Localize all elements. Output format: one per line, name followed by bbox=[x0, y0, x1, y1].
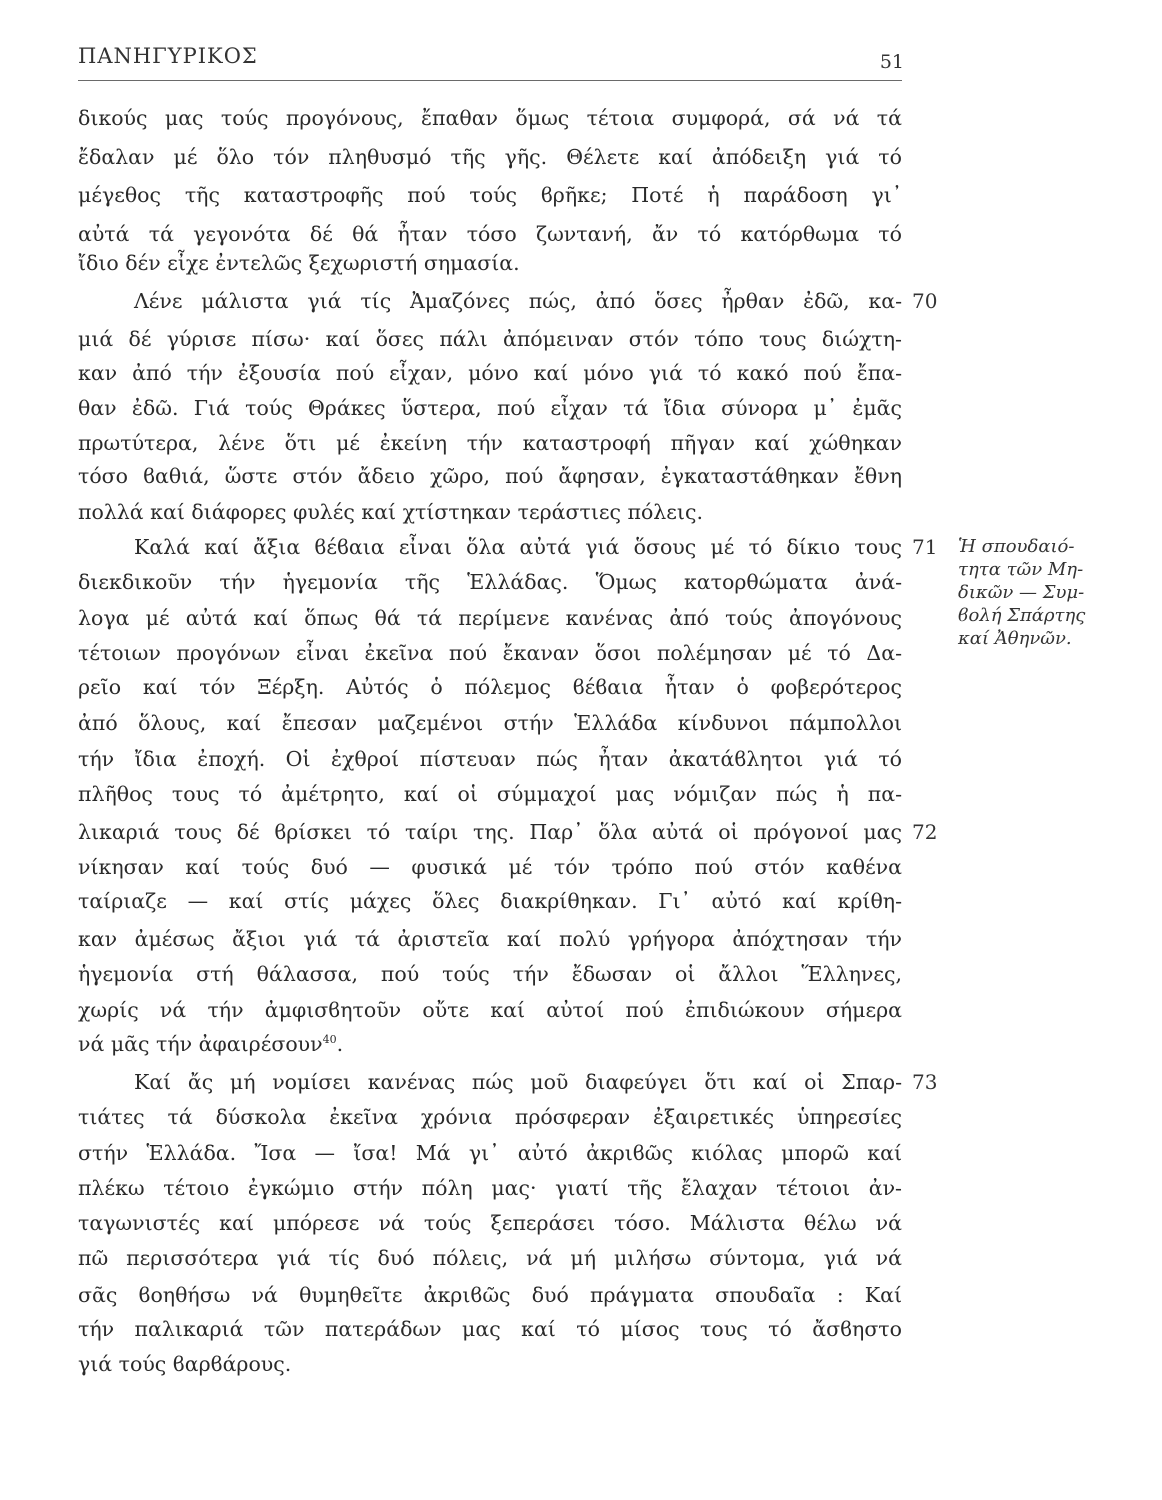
sidenote-line: δικῶν — Συμ- bbox=[958, 582, 1085, 603]
text-line: ἀπό ὅλους, καί ἔπεσαν μαζεμένοι στήν Ἑλλάδα κίνδυνοι πάμπολλοι bbox=[78, 711, 902, 735]
text-line: τήν παλικαριά τῶν πατεράδων μας καί τό μίσος τους τό ἄσϐηστο bbox=[78, 1317, 902, 1341]
text-line: πολλά καί διάφορες φυλές καί χτίστηκαν τεράστιες πόλεις. bbox=[78, 500, 703, 524]
margin-number-70: 70 bbox=[912, 289, 938, 313]
text-line: πλῆθος τους τό ἀμέτρητο, καί οἱ σύμμαχοί μας νόμιζαν πώς ἡ πα- bbox=[78, 782, 902, 806]
text-line: τιάτες τά δύσκολα ἐκεῖνα χρόνια πρόσφεραν ἐξαιρετικές ὑπηρεσίες bbox=[78, 1105, 902, 1129]
margin-number-72: 72 bbox=[912, 820, 938, 844]
text-line: καν ἀμέσως ἄξιοι γιά τά ἀριστεῖα καί πολύ γρήγορα ἀπόχτησαν τήν bbox=[78, 927, 902, 951]
text-line: Λένε μάλιστα γιά τίς Ἀμαζόνες πώς, ἀπό ὅσες ἦρθαν ἐδῶ, κα- bbox=[134, 289, 902, 313]
text-line: ταίριαζε — καί στίς μάχες ὅλες διακρίθηκαν. Γι᾽ αὐτό καί κρίθη- bbox=[78, 889, 902, 913]
text-line: ἡγεμονία στή θάλασσα, πού τούς τήν ἔδωσαν οἱ ἄλλοι Ἕλληνες, bbox=[78, 962, 902, 986]
text-line: στήν Ἑλλάδα. Ἴσα — ἴσα! Μά γι᾽ αὐτό ἀκριϐῶς κιόλας μπορῶ καί bbox=[78, 1141, 902, 1165]
text-line: ἔδαλαν μέ ὅλο τόν πληθυσμό τῆς γῆς. Θέλετε καί ἀπόδειξη γιά τό bbox=[78, 145, 902, 169]
text-line: τήν ἴδια ἐποχή. Οἱ ἐχθροί πίστευαν πώς ἦταν ἀκατάϐλητοι γιά τό bbox=[78, 747, 902, 771]
sidenote bbox=[958, 535, 1148, 650]
margin-number-73: 73 bbox=[912, 1070, 938, 1094]
margin-number-71: 71 bbox=[912, 535, 938, 559]
text-line: Καλά καί ἄξια ϐέϐαια εἶναι ὅλα αὐτά γιά ὅσους μέ τό δίκιο τους bbox=[134, 535, 902, 559]
text-line: νά μᾶς τήν ἀφαιρέσουν bbox=[78, 1032, 323, 1056]
footnote-reference[interactable]: 40 bbox=[322, 1033, 337, 1047]
text-line: τέτοιων προγόνων εἶναι ἐκεῖνα πού ἔκαναν ὅσοι πολέμησαν μέ τό Δα- bbox=[78, 641, 902, 665]
text-line: πρωτύτερα, λένε ὅτι μέ ἐκείνη τήν καταστροφή πῆγαν καί χώθηκαν bbox=[78, 431, 902, 455]
text-line: Καί ἄς μή νομίσει κανένας πώς μοῦ διαφεύγει ὅτι καί οἱ Σπαρ- bbox=[134, 1070, 902, 1094]
text-line: διεκδικοῦν τήν ἡγεμονία τῆς Ἑλλάδας. Ὅμως κατορθώματα ἀνά- bbox=[78, 570, 902, 594]
text-line: μέγεθος τῆς καταστροφῆς πού τούς ϐρῆκε; Ποτέ ἡ παράδοση γι᾽ bbox=[78, 183, 902, 207]
sidenote-line: Ἡ σπουδαιό- bbox=[958, 536, 1075, 557]
text-line: χωρίς νά τήν ἀμφισϐητοῦν οὔτε καί αὐτοί πού ἐπιδιώκουν σήμερα bbox=[78, 998, 902, 1022]
text-line: πῶ περισσότερα γιά τίς δυό πόλεις, νά μή μιλήσω σύντομα, γιά νά bbox=[78, 1246, 902, 1270]
text-line: ρεῖο καί τόν Ξέρξη. Αὐτός ὁ πόλεμος ϐέϐαια ἦταν ὁ φοβερότερος bbox=[78, 675, 902, 699]
text-line: ταγωνιστές καί μπόρεσε νά τούς ξεπεράσει τόσο. Μάλιστα θέλω νά bbox=[78, 1211, 902, 1235]
text-line: θαν ἐδῶ. Γιά τούς Θράκες ὕστερα, πού εἶχαν τά ἴδια σύνορα μ᾽ ἐμᾶς bbox=[78, 396, 902, 420]
text-line: ἴδιο δέν εἶχε ἐντελῶς ξεχωριστή σημασία. bbox=[78, 251, 520, 275]
text-line: αὐτά τά γεγονότα δέ θά ἦταν τόσο ζωντανή, ἄν τό κατόρθωμα τό bbox=[78, 222, 902, 246]
page-number: 51 bbox=[879, 51, 904, 73]
running-head: ΠΑΝΗΓΥΡΙΚΟΣ bbox=[78, 44, 258, 68]
text-line: πλέκω τέτοιο ἐγκώμιο στήν πόλη μας· γιατί τῆς ἔλαχαν τέτοιοι ἀν- bbox=[78, 1176, 902, 1200]
text-line: σᾶς ϐοηθήσω νά θυμηθεῖτε ἀκριϐῶς δυό πράγματα σπουδαῖα : Καί bbox=[78, 1283, 902, 1307]
header-rule bbox=[78, 80, 902, 81]
text-line: δικούς μας τούς προγόνους, ἔπαθαν ὅμως τέτοια συμφορά, σά νά τά bbox=[78, 106, 902, 130]
text-line: καν ἀπό τήν ἐξουσία πού εἶχαν, μόνο καί μόνο γιά τό κακό πού ἔπα- bbox=[78, 361, 902, 385]
text-line: γιά τούς ϐαρϐάρους. bbox=[78, 1352, 292, 1376]
text-line: μιά δέ γύρισε πίσω· καί ὅσες πάλι ἀπόμειναν στόν τόπο τους διώχτη- bbox=[78, 327, 902, 351]
text-line: νίκησαν καί τούς δυό — φυσικά μέ τόν τρόπο πού στόν καθένα bbox=[78, 855, 902, 879]
sidenote-line: καί Ἀθηνῶν. bbox=[958, 628, 1072, 649]
text-line: λικαριά τους δέ ϐρίσκει τό ταίρι της. Παρ᾽ ὅλα αὐτά οἱ πρόγονοί μας bbox=[78, 820, 902, 844]
text-line: λογα μέ αὐτά καί ὅπως θά τά περίμενε κανένας ἀπό τούς ἀπογόνους bbox=[78, 606, 902, 630]
sidenote-line: ϐολή Σπάρτης bbox=[958, 605, 1086, 626]
sidenote-line: τητα τῶν Μη- bbox=[958, 559, 1084, 580]
text-line: τόσο ϐαθιά, ὥστε στόν ἄδειο χῶρο, πού ἄφησαν, ἐγκαταστάθηκαν ἔθνη bbox=[78, 464, 902, 488]
text-line-with-footnote: νά μᾶς τήν ἀφαιρέσουν$^{40}$. bbox=[78, 1032, 344, 1056]
